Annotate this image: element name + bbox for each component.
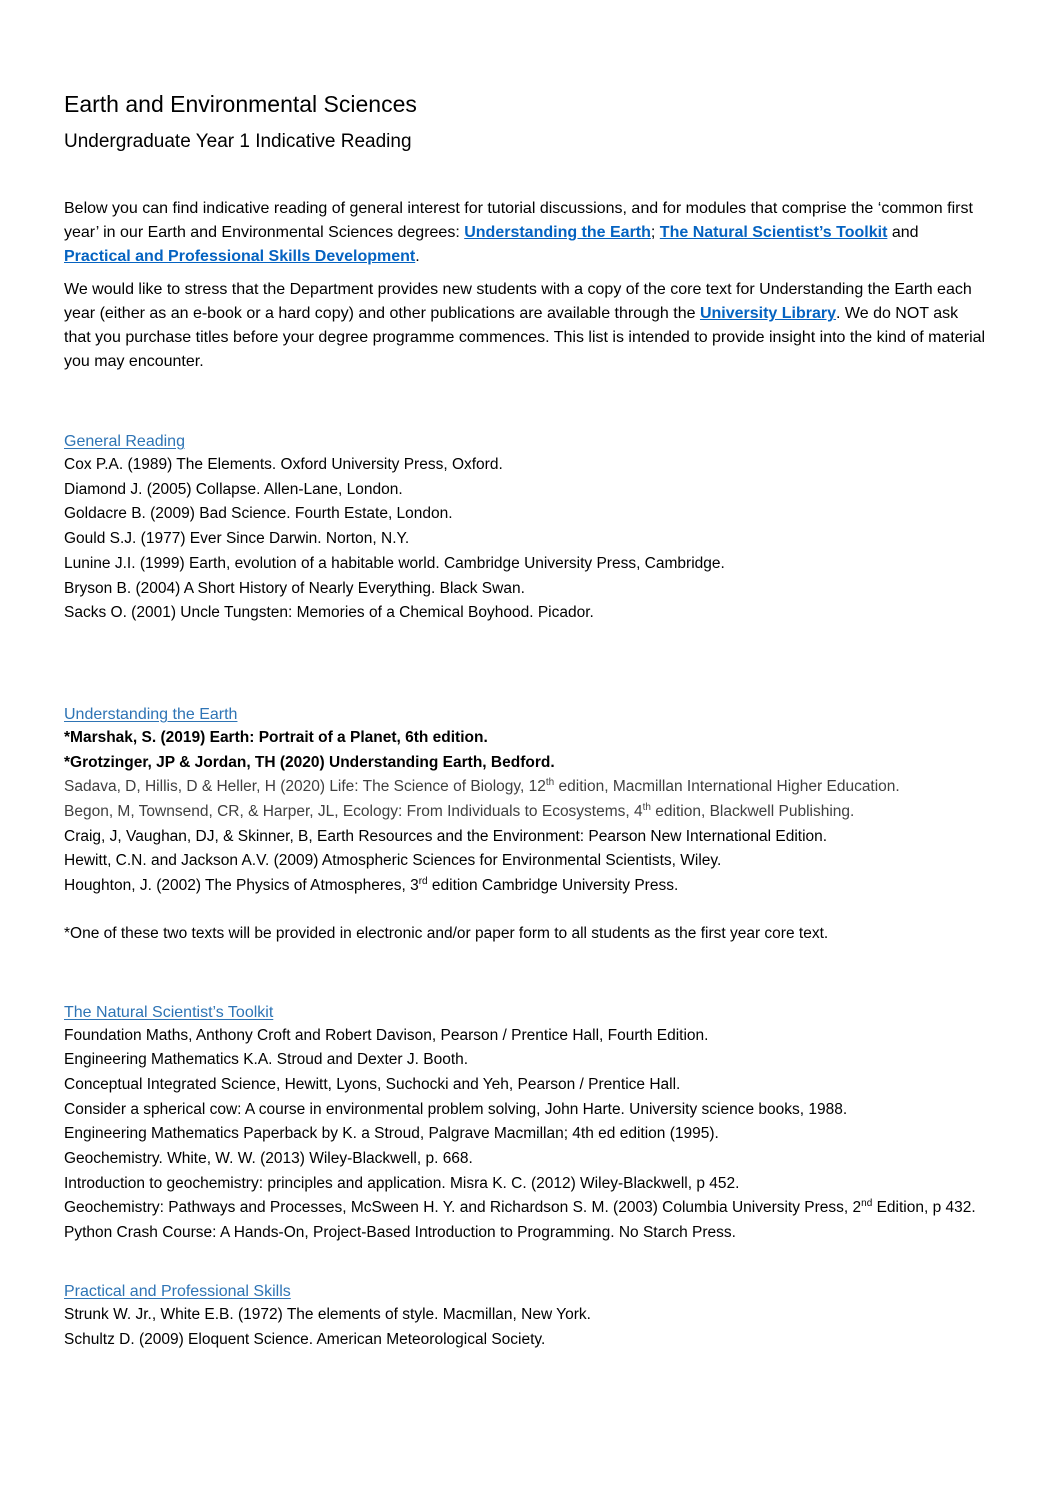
reference-entry: Introduction to geochemistry: principles and application. Misra K. C. (2012) Wiley-Blackwell, p 452.: [64, 1174, 740, 1192]
reference-entry: [64, 800, 989, 825]
intro-text: Below you can find indicative reading of general interest for tutorial discussions, and for modules that comprise the ‘common first year’ in our Earth and Environmental Sciences degrees:: [64, 200, 973, 241]
section-practical-professional-skills: [64, 1281, 989, 1352]
core-text-entry: *Grotzinger, JP & Jordan, TH (2020) Understanding Earth, Bedford.: [64, 753, 555, 771]
link-university-library[interactable]: University Library: [699, 305, 837, 322]
ordinal-suffix: rd: [418, 875, 428, 887]
intro-separator: ;: [650, 224, 660, 241]
link-natural-scientists-toolkit[interactable]: The Natural Scientist’s Toolkit: [659, 224, 888, 241]
reference-entry: Sacks O. (2001) Uncle Tungsten: Memories of a Chemical Boyhood. Picador.: [64, 604, 594, 622]
heading-understanding-the-earth[interactable]: Understanding the Earth: [64, 705, 238, 723]
reference-entry: Foundation Maths, Anthony Croft and Robert Davison, Pearson / Prentice Hall, Fourth Edition.: [64, 1026, 709, 1044]
ordinal-suffix: th: [545, 777, 555, 789]
reference-entry: Python Crash Course: A Hands-On, Project-Based Introduction to Programming. No Starch Press.: [64, 1224, 736, 1242]
ordinal-suffix: nd: [861, 1198, 873, 1210]
document-subtitle: Undergraduate Year 1 Indicative Reading: [64, 131, 412, 152]
reference-entry: Conceptual Integrated Science, Hewitt, Lyons, Suchocki and Yeh, Pearson / Prentice Hall.: [64, 1075, 681, 1093]
reference-entry: [64, 1196, 989, 1221]
entry-text: Edition, p 432.: [872, 1199, 976, 1217]
reference-entry: Goldacre B. (2009) Bad Science. Fourth Estate, London.: [64, 505, 453, 523]
reference-entry: Strunk W. Jr., White E.B. (1972) The elements of style. Macmillan, New York.: [64, 1305, 591, 1323]
reference-entry: Schultz D. (2009) Eloquent Science. American Meteorological Society.: [64, 1330, 546, 1348]
entry-text: Geochemistry: Pathways and Processes, McSween H. Y. and Richardson S. M. (2003) Columbia University Press, 2: [64, 1199, 862, 1217]
entry-text: Houghton, J. (2002) The Physics of Atmospheres, 3: [64, 877, 419, 895]
intro-text: We would like to stress that the Department provides new students with a copy of the core text for Understanding the Earth each year (either as an e-book or a hard copy) and other publications are available through the: [64, 281, 972, 322]
document-title: Earth and Environmental Sciences: [64, 91, 417, 117]
intro-text: .: [415, 248, 420, 265]
section-general-reading: [64, 431, 989, 626]
entry-text: Begon, M, Townsend, CR, & Harper, JL, Ecology: From Individuals to Ecosystems, 4: [64, 803, 643, 821]
core-text-entry: *Marshak, S. (2019) Earth: Portrait of a Planet, 6th edition.: [64, 728, 488, 746]
section-natural-scientists-toolkit: [64, 1002, 989, 1246]
entry-text: Sadava, D, Hillis, D & Heller, H (2020) Life: The Science of Biology, 12: [64, 778, 546, 796]
reference-entry: Diamond J. (2005) Collapse. Allen-Lane, London.: [64, 480, 403, 498]
reference-entry: Engineering Mathematics K.A. Stroud and Dexter J. Booth.: [64, 1051, 469, 1069]
core-text-footnote: *One of these two texts will be provided in electronic and/or paper form to all students as the first year core text.: [64, 924, 829, 942]
heading-general-reading[interactable]: General Reading: [64, 433, 185, 450]
reference-entry: Geochemistry. White, W. W. (2013) Wiley-Blackwell, p. 668.: [64, 1150, 473, 1168]
heading-practical-professional-skills[interactable]: Practical and Professional Skills: [64, 1282, 291, 1300]
link-practical-professional-skills[interactable]: Practical and Professional Skills Development: [64, 248, 416, 265]
reference-entry: Gould S.J. (1977) Ever Since Darwin. Norton, N.Y.: [64, 530, 410, 548]
intro-paragraph-2: [64, 278, 989, 374]
reference-entry: Engineering Mathematics Paperback by K. a Stroud, Palgrave Macmillan; 4th ed edition (1995).: [64, 1125, 719, 1143]
reference-entry: Cox P.A. (1989) The Elements. Oxford University Press, Oxford.: [64, 456, 503, 473]
reference-entry: Hewitt, C.N. and Jackson A.V. (2009) Atmospheric Sciences for Environmental Scientists, Wiley.: [64, 852, 722, 870]
reference-entry: [64, 775, 989, 800]
section-understanding-the-earth: [64, 704, 989, 947]
reference-entry: Consider a spherical cow: A course in environmental problem solving, John Harte. University science books, 1988.: [64, 1100, 848, 1118]
entry-text: edition, Macmillan International Higher Education.: [554, 778, 900, 796]
intro-text: . We do NOT ask that you purchase titles before your degree programme commences. This list is intended to provide insight into the kind of material you may encounter.: [64, 305, 986, 370]
reference-entry: Lunine J.I. (1999) Earth, evolution of a habitable world. Cambridge University Press, Cambridge.: [64, 554, 725, 572]
intro-separator: and: [887, 224, 919, 241]
reference-entry: [64, 874, 989, 899]
reference-entry: Bryson B. (2004) A Short History of Nearly Everything. Black Swan.: [64, 579, 525, 597]
link-understanding-the-earth[interactable]: Understanding the Earth: [464, 224, 651, 241]
intro-paragraph-1: [64, 197, 989, 269]
entry-text: edition, Blackwell Publishing.: [650, 803, 855, 821]
reference-entry: Craig, J, Vaughan, DJ, & Skinner, B, Earth Resources and the Environment: Pearson New International Edition.: [64, 827, 828, 845]
heading-natural-scientists-toolkit[interactable]: The Natural Scientist’s Toolkit: [64, 1003, 274, 1021]
entry-text: edition Cambridge University Press.: [427, 877, 679, 895]
ordinal-suffix: th: [642, 801, 651, 813]
document-page: [64, 88, 989, 1352]
